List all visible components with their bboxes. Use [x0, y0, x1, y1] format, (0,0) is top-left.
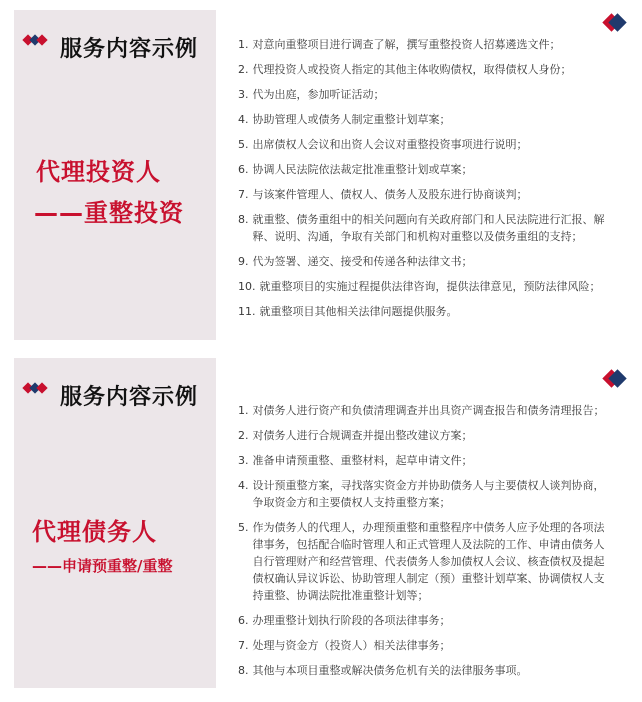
list-item [238, 612, 610, 629]
list-item [238, 637, 610, 654]
list-item [238, 211, 610, 245]
item-number: 5. [238, 521, 249, 534]
service-title-line2: ——申请预重整/重整 [32, 557, 173, 575]
double-diamond-icon [604, 368, 626, 390]
list-item [238, 278, 610, 295]
list-item [238, 452, 610, 469]
list-item [238, 186, 610, 203]
item-text: 办理重整计划执行阶段的各项法律事务； [252, 614, 451, 627]
service-title-line1: 代理债务人 [32, 518, 157, 546]
service-title [14, 152, 216, 228]
header-title: 服务内容示例 [60, 385, 199, 410]
item-number: 2. [238, 63, 249, 76]
item-number: 5. [238, 138, 249, 151]
list-item [238, 136, 610, 153]
item-number: 4. [238, 113, 249, 126]
list-item [238, 402, 610, 419]
item-number: 2. [238, 429, 249, 442]
service-items-list [238, 402, 610, 687]
service-items-list [238, 36, 610, 328]
item-number: 1. [238, 38, 249, 51]
item-text: 对债务人进行资产和负债清理调查并出具资产调查报告和债务清理报告； [252, 404, 605, 417]
item-text: 出席债权人会议和出资人会议对重整投资事项进行说明； [252, 138, 528, 151]
item-number: 3. [238, 88, 249, 101]
list-item [238, 86, 610, 103]
item-text: 协助管理人或债务人制定重整计划草案； [252, 113, 451, 126]
section-header [22, 18, 198, 63]
item-text: 准备申请预重整、重整材料，起草申请文件； [252, 454, 473, 467]
left-panel [14, 10, 216, 340]
item-text: 对意向重整项目进行调查了解，撰写重整投资人招募遴选文件； [252, 38, 561, 51]
item-text: 就重整项目其他相关法律问题提供服务。 [259, 305, 458, 318]
list-item [238, 519, 610, 604]
section-header [22, 366, 198, 411]
item-text: 就重整项目的实施过程提供法律咨询，提供法律意见，预防法律风险； [259, 280, 601, 293]
item-number: 1. [238, 404, 249, 417]
slide-investor-restructuring [0, 0, 642, 348]
list-item [238, 161, 610, 178]
slide-debtor-restructuring [0, 350, 642, 702]
double-diamond-icon [604, 12, 626, 34]
list-item [238, 253, 610, 270]
item-number: 6. [238, 163, 249, 176]
header-title: 服务内容示例 [60, 37, 199, 62]
item-text: 处理与资金方（投资人）相关法律事务； [252, 639, 451, 652]
service-title-line2: ——重整投资 [34, 199, 184, 227]
item-number: 7. [238, 188, 249, 201]
item-text: 代为签署、递交、接受和传递各种法律文书； [252, 255, 473, 268]
diamond-cluster-icon [22, 33, 56, 49]
item-text: 对债务人进行合规调查并提出整改建议方案； [252, 429, 473, 442]
list-item [238, 303, 610, 320]
list-item [238, 61, 610, 78]
list-item [238, 477, 610, 511]
item-text: 就重整、债务重组中的相关问题向有关政府部门和人民法院进行汇报、解释、说明、沟通，争取有关部门和机构对重整以及债务重组的支持； [252, 213, 605, 243]
item-text: 代为出庭，参加听证活动； [252, 88, 385, 101]
item-number: 9. [238, 255, 249, 268]
service-title [14, 512, 216, 576]
item-number: 6. [238, 614, 249, 627]
item-number: 7. [238, 639, 249, 652]
service-title-line1: 代理投资人 [36, 158, 161, 186]
list-item [238, 111, 610, 128]
item-text: 与该案件管理人、债权人、债务人及股东进行协商谈判； [252, 188, 528, 201]
item-number: 4. [238, 479, 249, 492]
item-number: 3. [238, 454, 249, 467]
diamond-cluster-icon [22, 381, 56, 397]
item-text: 作为债务人的代理人，办理预重整和重整程序中债务人应予处理的各项法律事务，包括配合临时管理人和正式管理人及法院的工作、申请由债务人自行管理财产和经营管理、代表债务人参加债权人会议、核查债权及提起债权确认异议诉讼、协助管理人制定（预）重整计划草案、协调债权人支持重整、协调法院批准重整计划等； [252, 521, 605, 602]
left-panel [14, 358, 216, 688]
item-number: 11. [238, 305, 256, 318]
list-item [238, 36, 610, 53]
item-text: 设计预重整方案，寻找落实资金方并协助债务人与主要债权人谈判协商，争取资金方和主要债权人支持重整方案； [252, 479, 605, 509]
item-number: 10. [238, 280, 256, 293]
item-number: 8. [238, 664, 249, 677]
item-text: 协调人民法院依法裁定批准重整计划或草案； [252, 163, 473, 176]
list-item [238, 662, 610, 679]
list-item [238, 427, 610, 444]
item-text: 其他与本项目重整或解决债务危机有关的法律服务事项。 [252, 664, 528, 677]
item-text: 代理投资人或投资人指定的其他主体收购债权，取得债权人身份； [252, 63, 572, 76]
item-number: 8. [238, 213, 249, 226]
